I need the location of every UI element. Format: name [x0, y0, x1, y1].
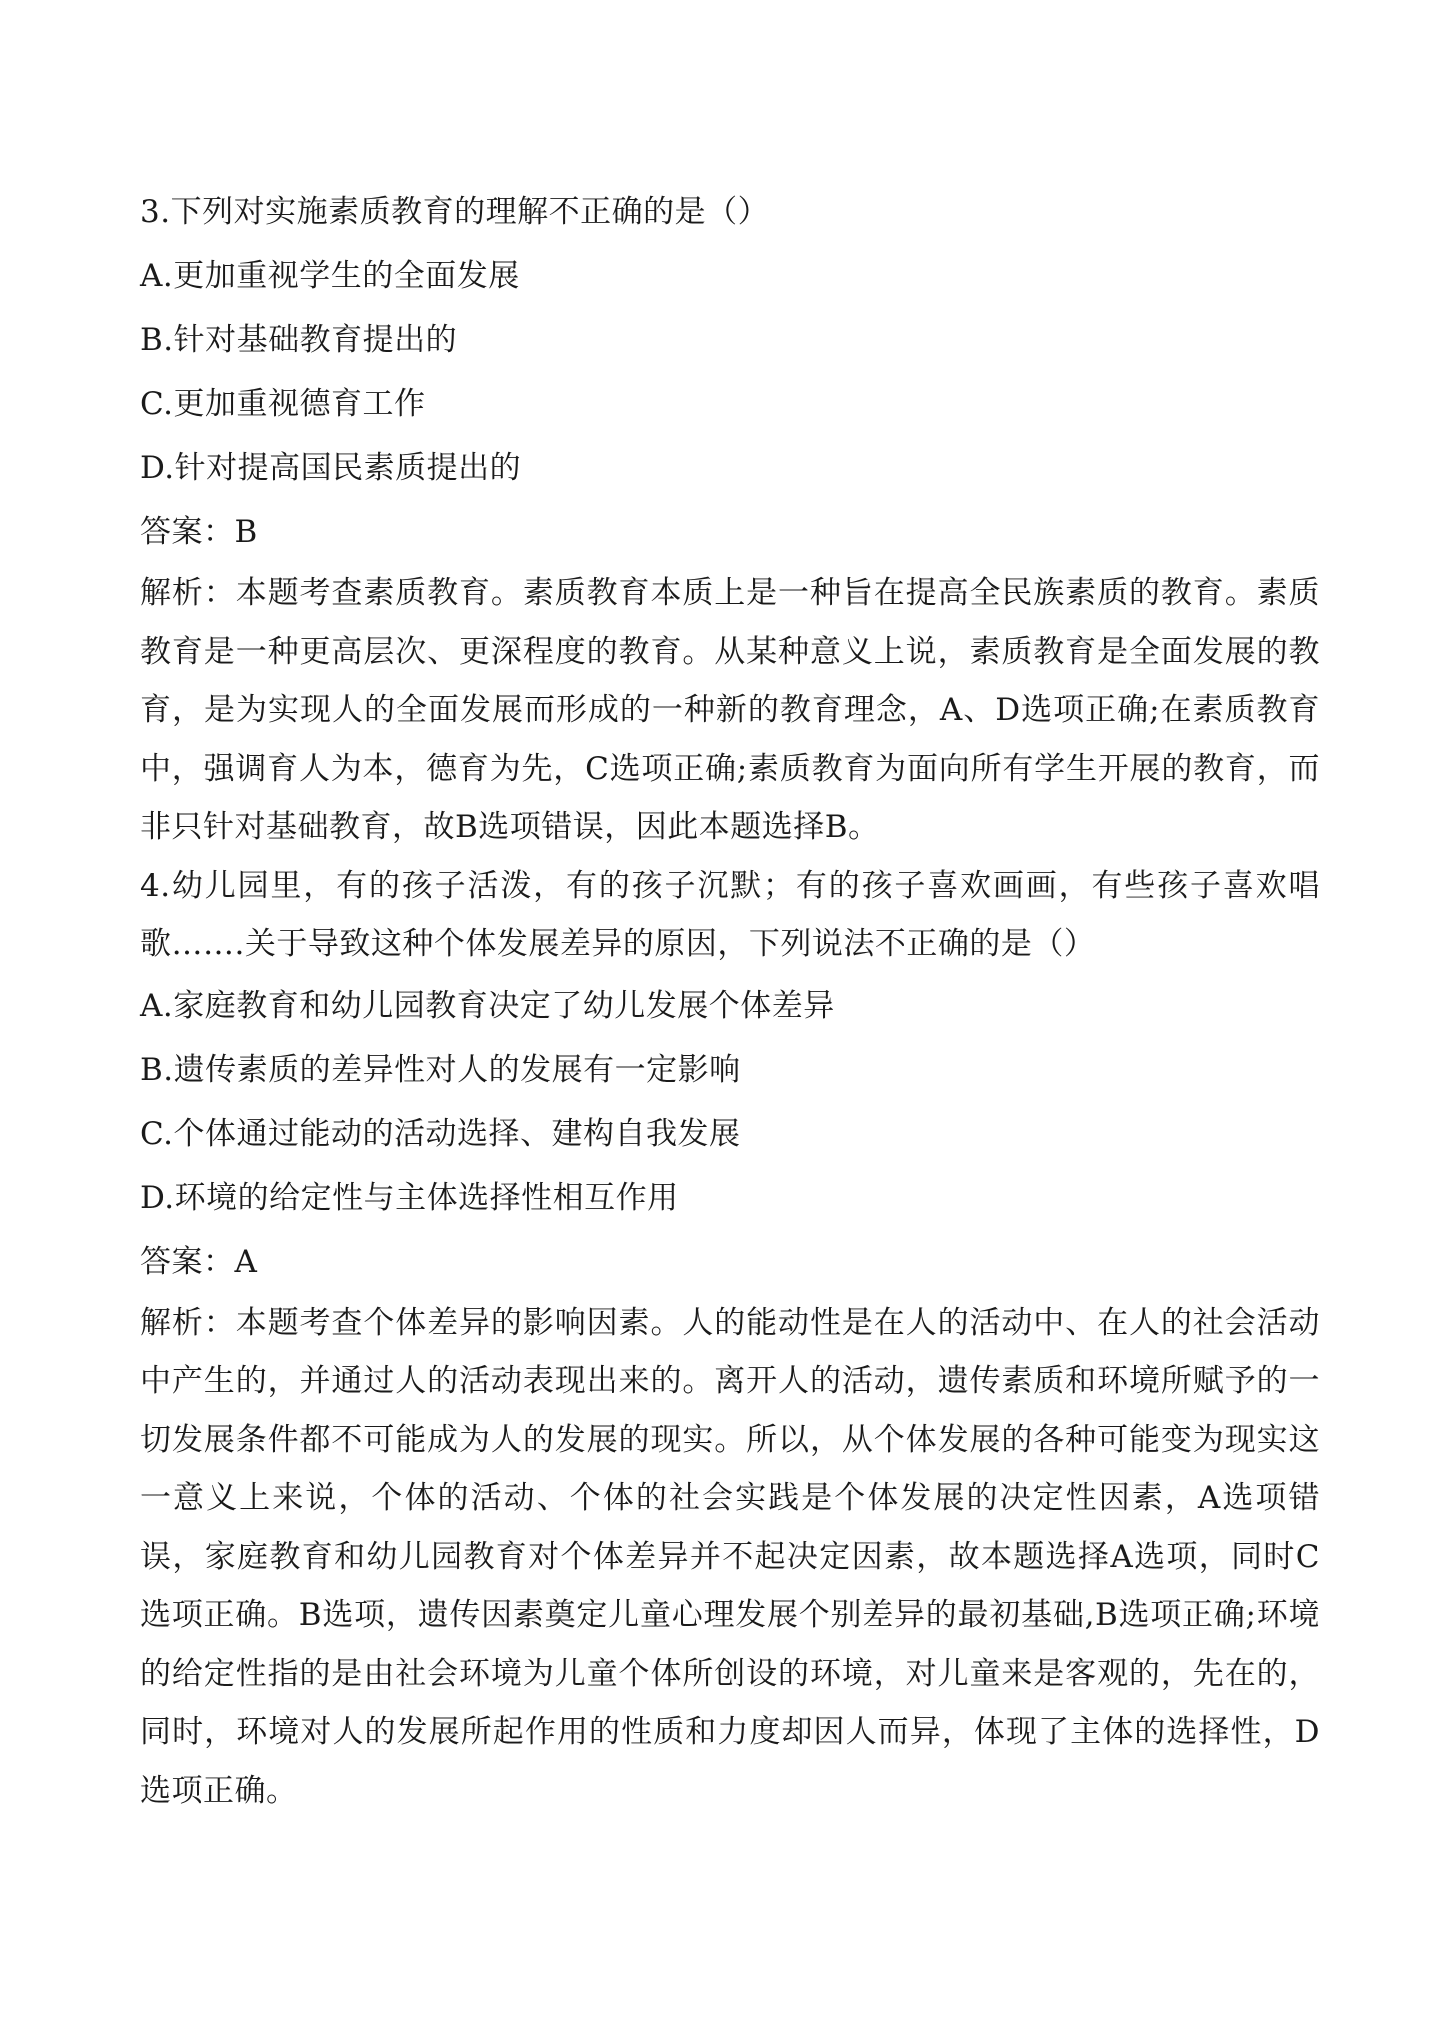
answer: 答案：A — [140, 1243, 258, 1280]
option-d: D.针对提高国民素质提出的 — [140, 450, 522, 486]
analysis: 解析：本题考查个体差异的影响因素。人的能动性是在人的活动中、在人的社会活动中产生的，并通过人的活动表现出来的。离开人的活动，遗传素质和环境所赋予的一切发展条件都不可能成为人的发展的现实。所以，从个体发展的各种可能变为现实这一意义上来说，个体的活动、个体的社会实践是个体发展的决定性因素，A选项错误，家庭教育和幼儿园教育对个体差异并不起决定因素，故本题选择A选项，同时C选项正确。B选项，遗传因素奠定儿童心理发展个别差异的最初基础,B选项正确;环境的给定性指的是由社会环境为儿童个体所创设的环境，对儿童来是客观的，先在的，同时，环境对人的发展所起作用的性质和力度却因人而异，体现了主体的选择性，D选项正确。 — [140, 1304, 1320, 1809]
question-block — [140, 180, 1320, 857]
analysis: 解析：本题考查素质教育。素质教育本质上是一种旨在提高全民族素质的教育。素质教育是一种更高层次、更深程度的教育。从某种意义上说，素质教育是全面发展的教育，是为实现人的全面发展而形成的一种新的教育理念，A、D选项正确;在素质教育中，强调育人为本，德育为先，C选项正确;素质教育为面向所有学生开展的教育，而非只针对基础教育，故B选项错误，因此本题选择B。 — [140, 575, 1320, 845]
question-block — [140, 857, 1320, 1821]
answer: 答案：B — [140, 514, 258, 550]
question-stem: 3.下列对实施素质教育的理解不正确的是（） — [140, 194, 770, 230]
option-c: C.更加重视德育工作 — [140, 386, 426, 422]
document-page — [140, 180, 1320, 1820]
option-c: C.个体通过能动的活动选择、建构自我发展 — [140, 1115, 741, 1152]
option-b: B.遗传素质的差异性对人的发展有一定影响 — [140, 1051, 741, 1088]
option-d: D.环境的给定性与主体选择性相互作用 — [140, 1179, 679, 1216]
option-b: B.针对基础教育提出的 — [140, 322, 458, 358]
question-stem: 4.幼儿园里，有的孩子活泼，有的孩子沉默；有的孩子喜欢画画，有些孩子喜欢唱歌…….关于导致这种个体发展差异的原因，下列说法不正确的是（） — [140, 867, 1320, 962]
option-a: A.家庭教育和幼儿园教育决定了幼儿发展个体差异 — [140, 987, 835, 1024]
option-a: A.更加重视学生的全面发展 — [140, 258, 520, 294]
